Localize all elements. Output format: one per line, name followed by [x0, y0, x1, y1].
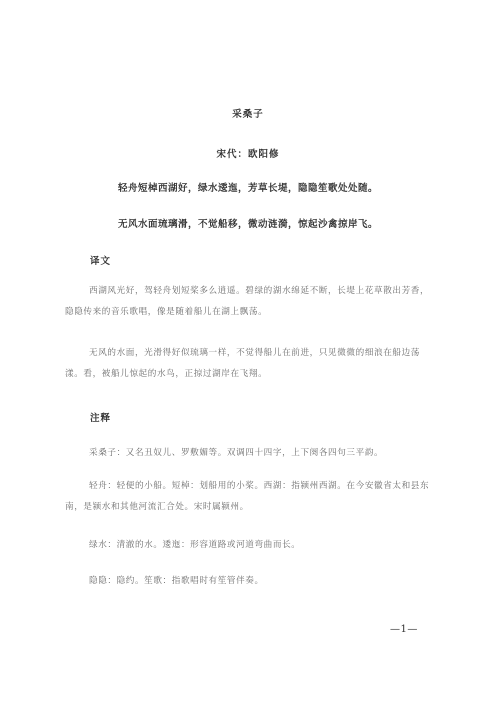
note-paragraph-1: 采桑子：又名丑奴儿、罗敷媚等。双调四十四字，上下阕各四句三平韵。 [89, 448, 384, 458]
poem-author: 宋代：欧阳修 [216, 149, 280, 160]
note-paragraph-3: 绿水：清澈的水。逶迤：形容道路或河道弯曲而长。 [89, 540, 301, 550]
poem-line-1: 轻舟短棹西湖好，绿水逶迤，芳草长堤，隐隐笙歌处处随。 [117, 183, 378, 194]
notes-heading: 注释 [90, 413, 112, 424]
page-number: —1— [390, 624, 418, 635]
translation-paragraph-2: 无风的水面，光滑得好似琉璃一样，不觉得船儿在前进，只见微微的细浪在船边荡漾。看，被船儿惊起的水鸟，正掠过湖岸在飞翔。 [65, 348, 420, 379]
translation-heading: 译文 [90, 256, 112, 267]
note-paragraph-4: 隐隐：隐约。笙歌：指歌唱时有笙管伴奏。 [89, 576, 264, 586]
note-paragraph-2: 轻舟：轻便的小船。短棹：划船用的小桨。西湖：指颍州西湖。在今安徽省太和县东南，是颍水和其他河流汇合处。宋时属颍州。 [65, 481, 430, 512]
translation-paragraph-1: 西湖风光好，驾轻舟划短桨多么逍遥。碧绿的湖水绵延不断，长堤上花草散出芳香，隐隐传来的音乐歌唱，像是随着船儿在湖上飘荡。 [65, 286, 430, 317]
poem-title: 采桑子 [232, 109, 264, 120]
poem-line-2: 无风水面琉璃滑，不觉船移，微动涟漪，惊起沙禽掠岸飞。 [117, 219, 378, 230]
